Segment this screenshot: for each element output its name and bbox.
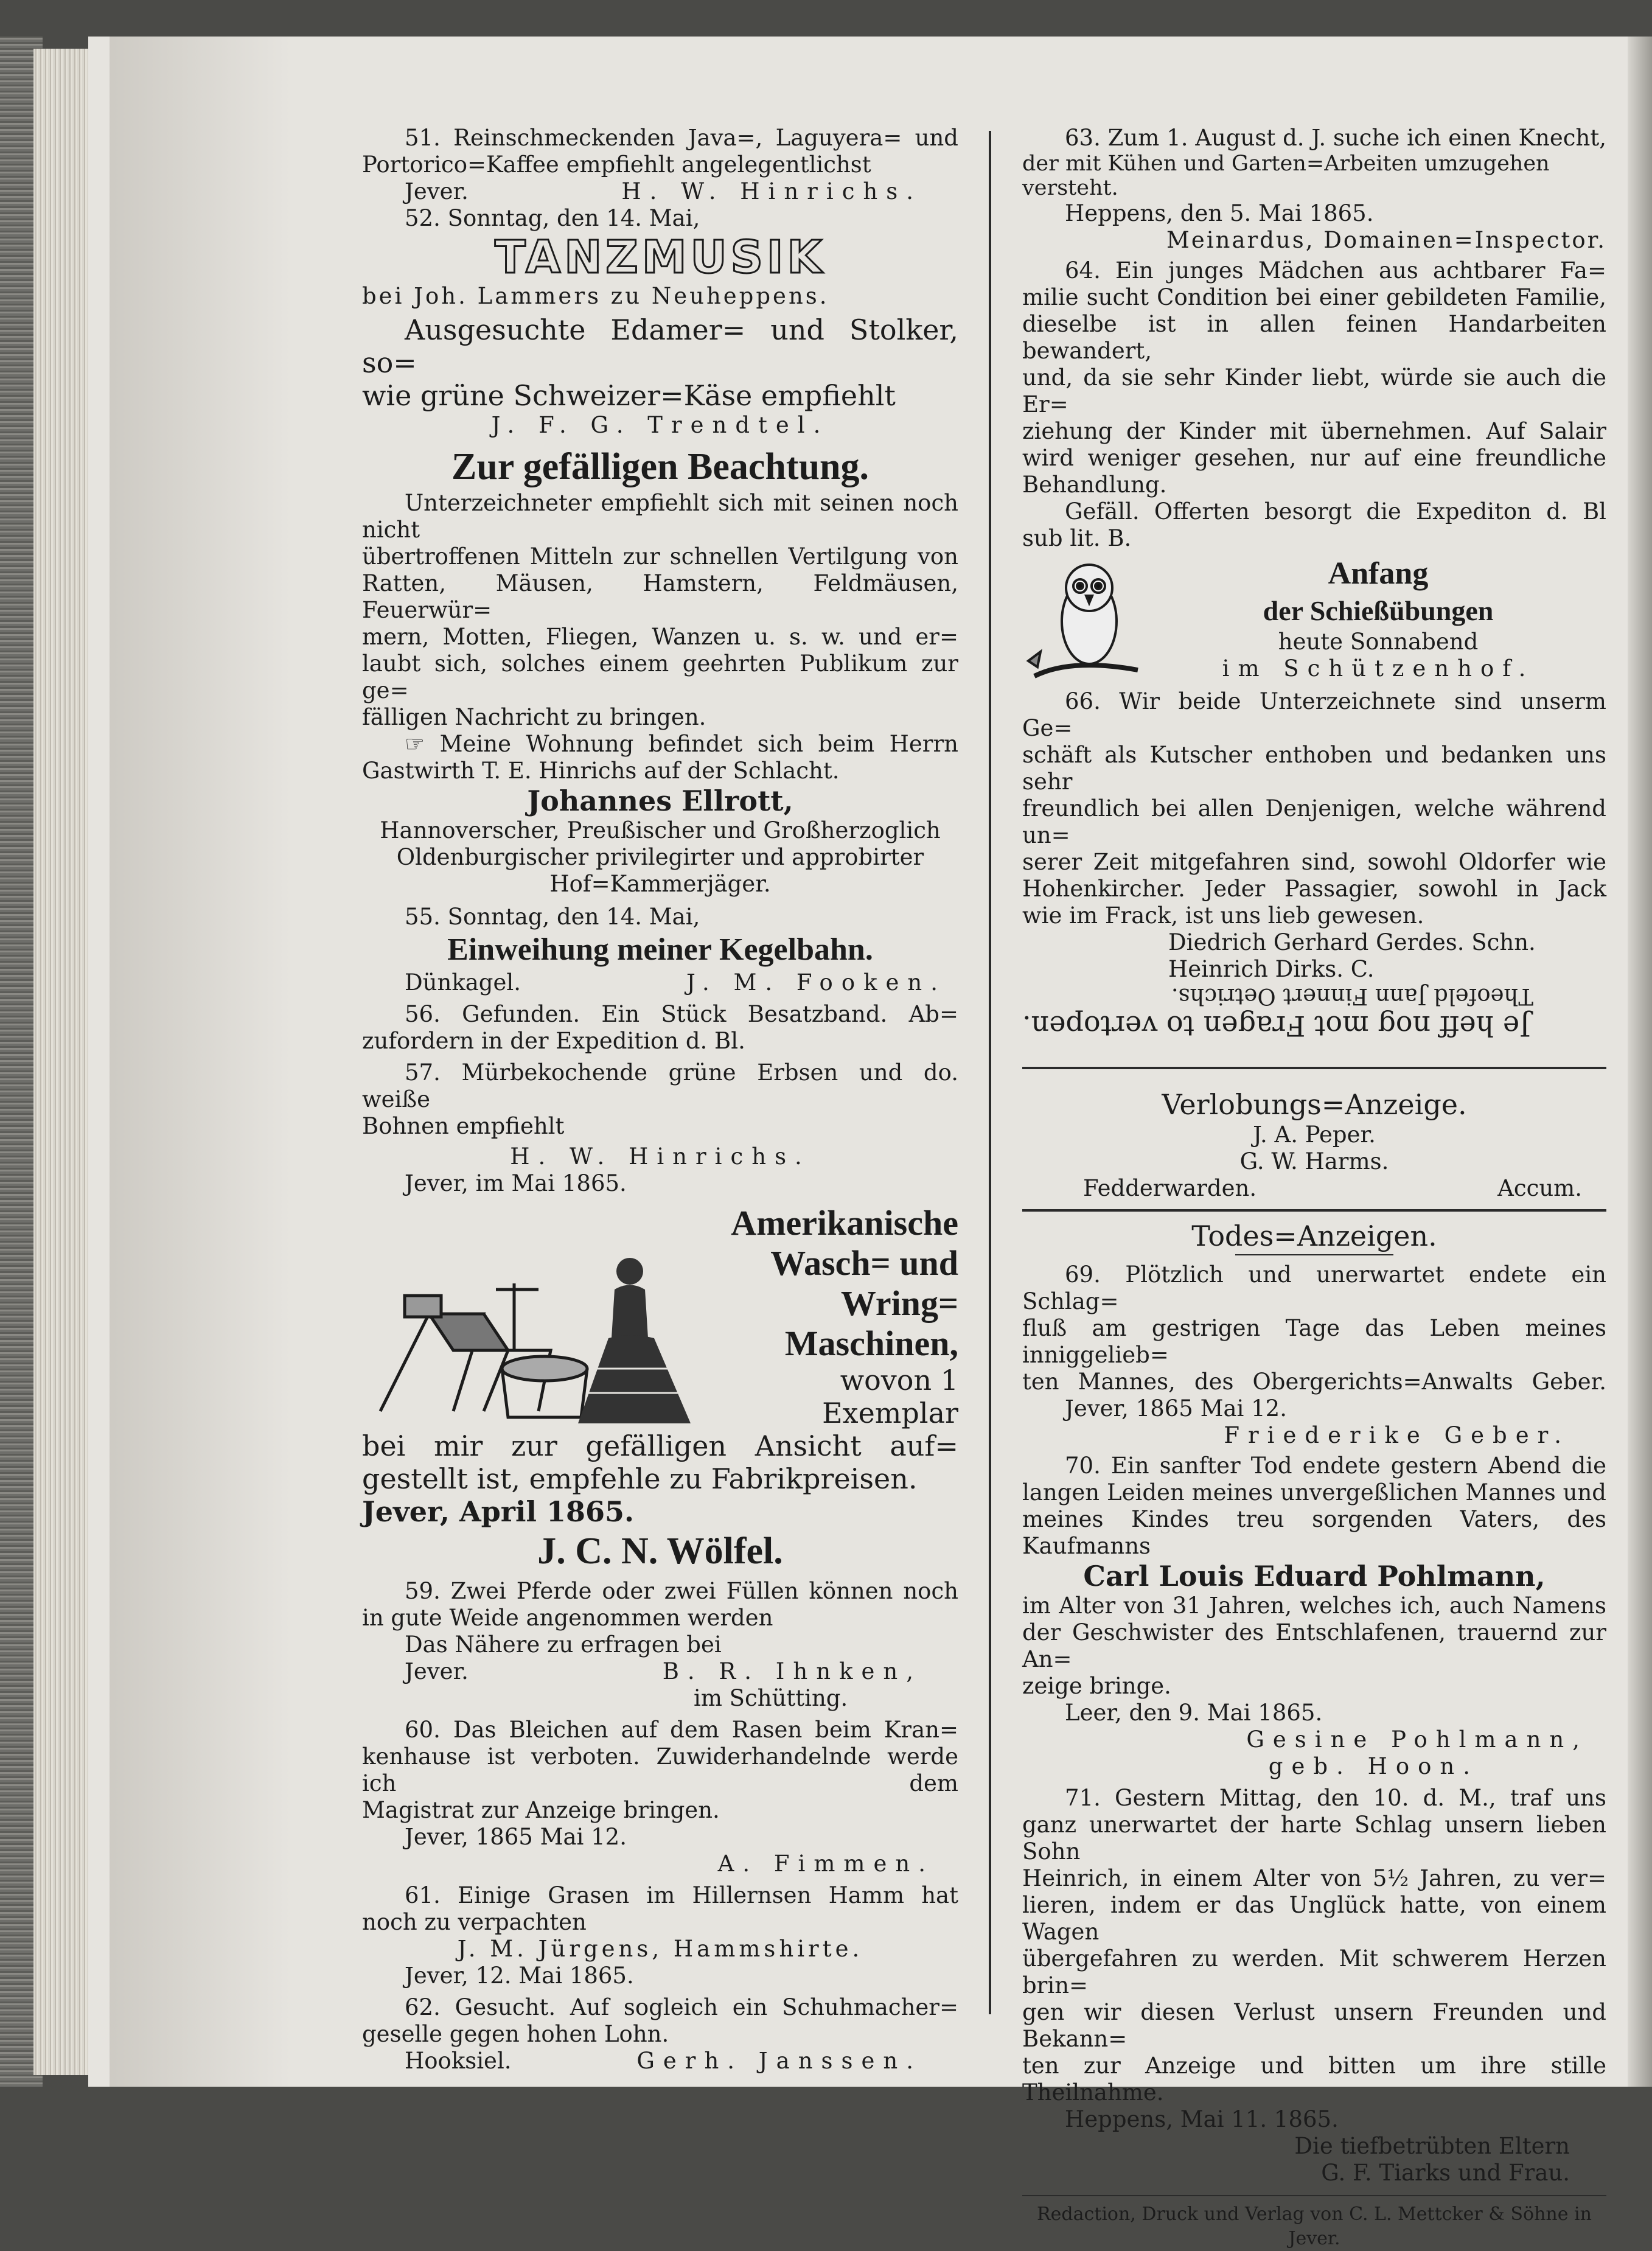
ad-headline: Maschinen,	[784, 1324, 958, 1363]
ad-63	[1022, 125, 1606, 254]
ad-text: 55. Sonntag, den 14. Mai,	[405, 904, 700, 930]
ad-text: noch zu verpachten	[362, 1909, 587, 1935]
ad-text: zeige bringe.	[1022, 1673, 1171, 1699]
ad-text: laubt sich, solches einem geehrten Publikum zur ge=	[362, 651, 958, 703]
ad-text: milie sucht Condition bei einer gebildeten Familie,	[1022, 284, 1606, 310]
ad-text: wie grüne Schweizer=Käse empfiehlt	[362, 379, 896, 412]
ad-signature: Die tiefbetrübten Eltern	[1294, 2133, 1570, 2159]
ad-70	[1022, 1453, 1606, 1780]
ad-text: fluß am gestrigen Tage das Leben meines inniggelieb=	[1022, 1315, 1606, 1368]
ad-signature: J. M. Jürgens, Hammshirte.	[457, 1936, 863, 1962]
notice-name: J. A. Peper.	[1253, 1122, 1376, 1148]
ad-text: Das Nähere zu erfragen bei	[405, 1632, 722, 1658]
ad-headline: Anfang	[1328, 556, 1429, 591]
ad-date: Heppens, Mai 11. 1865.	[1065, 2106, 1339, 2132]
imprint: Redaction, Druck und Verlag von C. L. Mettcker & Söhne in Jever.	[1037, 2204, 1592, 2249]
ad-signature: Gesine Pohlmann,	[1246, 1726, 1588, 1753]
notice-headline: Todes=Anzeigen.	[1191, 1220, 1437, 1252]
ad-text: freundlich bei allen Denjenigen, welche während un=	[1022, 795, 1606, 848]
ad-date: Leer, den 9. Mai 1865.	[1065, 1700, 1323, 1726]
ad-headline-tanzmusik: TANZMUSIK	[495, 231, 826, 284]
ad-signature: Friederike Geber.	[1224, 1422, 1570, 1448]
ad-text: Gefäll. Offerten besorgt die Expediton d. Bl	[1065, 498, 1606, 525]
ad-71	[1022, 1785, 1606, 2186]
ad-text: bei mir zur gefälligen Ansicht auf=	[362, 1429, 958, 1462]
ad-text: wird weniger gesehen, nur auf eine freundliche	[1022, 445, 1606, 471]
ad-text: 57. Mürbekochende grüne Erbsen und do. weiße	[362, 1059, 958, 1112]
ad-date: Jever, 1865 Mai 12.	[405, 1824, 627, 1850]
ad-text: 70. Ein sanfter Tod endete gestern Abend die	[1065, 1453, 1606, 1479]
ad-text: serer Zeit mitgefahren sind, sowohl Oldorfer wie	[1022, 849, 1606, 875]
ad-text: Portorico=Kaffee empfiehlt angelegentlichst	[362, 152, 871, 178]
ad-text: im Alter von 31 Jahren, welches ich, auch Namens	[1022, 1593, 1606, 1619]
ad-text: ganz unerwartet der harte Schlag unsern lieben Sohn	[1022, 1812, 1606, 1865]
column-divider	[989, 131, 991, 2014]
ad-text: Hannoverscher, Preußischer und Großherzoglich	[380, 817, 941, 843]
ad-schiessuebungen	[1022, 554, 1606, 688]
ad-56	[362, 1001, 958, 1055]
ad-text: übertroffenen Mitteln zur schnellen Vertilgung von	[362, 543, 958, 570]
ad-signature: J. C. N. Wölfel.	[537, 1530, 783, 1572]
ad-text: ☞ Meine Wohnung befindet sich beim Herrn	[405, 731, 958, 757]
ad-place: Hooksiel.	[405, 2048, 512, 2074]
ad-text: mern, Motten, Fliegen, Wanzen u. s. w. und er=	[362, 624, 958, 650]
ad-date: Jever, April 1865.	[362, 1495, 635, 1528]
ad-text: 62. Gesucht. Auf sogleich ein Schuhmacher=	[405, 1994, 958, 2020]
ad-date: Jever, im Mai 1865.	[405, 1170, 627, 1196]
ad-text: schäft als Kutscher enthoben und bedanken uns sehr	[1022, 742, 1606, 795]
ad-text: wovon 1 Exemplar	[822, 1364, 958, 1429]
ad-62	[362, 1994, 958, 2075]
ad-text: 69. Plötzlich und unerwartet endete ein Schlag=	[1022, 1262, 1606, 1314]
deceased-name: Carl Louis Eduard Pohlmann,	[1083, 1560, 1546, 1593]
ad-text: Ratten, Mäusen, Hamstern, Feldmäusen, Feuerwür=	[362, 570, 958, 623]
ad-text: lieren, indem er das Unglück hatte, von einem Wagen	[1022, 1892, 1606, 1945]
ad-signature: A. Fimmen.	[717, 1851, 934, 1877]
owl-illustration	[1022, 554, 1150, 688]
ad-headline: Zur gefälligen Beachtung.	[451, 446, 870, 487]
ad-text: im Schützenhof.	[1222, 655, 1535, 682]
ad-text: 71. Gestern Mittag, den 10. d. M., traf uns	[1065, 1785, 1606, 1811]
ad-51	[362, 125, 958, 205]
ad-text: der Geschwister des Entschlafenen, trauernd zur An=	[1022, 1619, 1606, 1672]
ad-signature: H. W. Hinrichs.	[510, 1143, 810, 1170]
ad-wasch	[362, 1203, 958, 1574]
ad-text: 60. Das Bleichen auf dem Rasen beim Kran=	[405, 1717, 958, 1743]
left-column	[362, 125, 958, 2075]
ad-beachtung	[362, 444, 958, 898]
ad-text: ziehung der Kinder mit übernehmen. Auf Salair	[1022, 418, 1606, 444]
ad-cheese	[362, 313, 958, 439]
ad-signature: H. W. Hinrichs.	[621, 178, 922, 204]
ad-text: Gastwirth T. E. Hinrichs auf der Schlacht.	[362, 758, 840, 784]
ad-text: Heinrich, in einem Alter von 5½ Jahren, zu ver=	[1022, 1865, 1606, 1891]
ad-headline: Wasch= und	[770, 1243, 958, 1283]
notice-place: Fedderwarden.	[1083, 1175, 1257, 1201]
ad-text: 59. Zwei Pferde oder zwei Füllen können noch	[405, 1578, 958, 1604]
ad-signature: J. M. Fooken.	[686, 969, 946, 996]
ad-text: 51. Reinschmeckenden Java=, Laguyera= und	[405, 125, 958, 151]
page-gutter-shadow	[110, 37, 292, 2087]
ad-text: und, da sie sehr Kinder liebt, würde sie auch die Er=	[1022, 365, 1606, 417]
ad-signature: J. F. G. Trendtel.	[491, 412, 829, 438]
ad-signature: Johannes Ellrott,	[527, 784, 793, 817]
death-notices	[1022, 1219, 1606, 1255]
ad-text: 64. Ein junges Mädchen aus achtbarer Fa=	[1065, 257, 1606, 284]
ad-55	[362, 904, 958, 996]
ad-59	[362, 1578, 958, 1712]
ad-text: Unterzeichneter empfiehlt sich mit seinen noch nicht	[362, 490, 958, 543]
ad-signature: Gerh. Janssen.	[636, 2048, 922, 2074]
ad-headline: Amerikanische	[731, 1203, 958, 1243]
ad-place: Jever.	[405, 1658, 469, 1684]
ad-61	[362, 1882, 958, 1989]
ad-52	[362, 205, 958, 310]
ad-60	[362, 1717, 958, 1877]
ad-signature: Heinrich Dirks. C.	[1168, 956, 1375, 982]
ad-text: Hohenkircher. Jeder Passagier, sowohl in Jack	[1022, 876, 1606, 902]
washing-machine-illustration	[362, 1247, 703, 1429]
ad-date: Jever, 12. Mai 1865.	[405, 1963, 634, 1989]
ad-text: 61. Einige Grasen im Hillernsen Hamm hat	[405, 1882, 958, 1908]
ad-signature: Diedrich Gerhard Gerdes. Schn.	[1168, 929, 1536, 955]
upside-down-text: Theofeld Jann Finnert Oetrichs.	[1171, 983, 1533, 1010]
ad-text: bei Joh. Lammers zu Neuheppens.	[362, 283, 829, 309]
ad-text: in gute Weide angenommen werden	[362, 1605, 773, 1631]
ad-text: zufordern in der Expedition d. Bl.	[362, 1028, 745, 1054]
ad-date: Jever, 1865 Mai 12.	[1065, 1395, 1287, 1422]
ad-text: langen Leiden meines unvergeßlichen Mannes und	[1022, 1479, 1606, 1506]
engagement-notice	[1022, 1087, 1606, 1202]
ad-signature: G. F. Tiarks und Frau.	[1321, 2160, 1570, 2186]
ad-text: ten zur Anzeige und bitten um ihre stille Theilnahme.	[1022, 2053, 1606, 2106]
ad-signature: geb. Hoon.	[1268, 1753, 1479, 1779]
ad-text: 56. Gefunden. Ein Stück Besatzband. Ab=	[405, 1001, 958, 1027]
notice-headline: Verlobungs=Anzeige.	[1162, 1088, 1467, 1121]
ad-signature: B. R. Ihnken,	[662, 1658, 922, 1684]
ad-text: sub lit. B.	[1022, 525, 1132, 551]
ad-69	[1022, 1262, 1606, 1449]
ad-text: fälligen Nachricht zu bringen.	[362, 704, 706, 730]
right-column	[1022, 125, 1606, 2251]
ad-text: Oldenburgischer privilegirter und approbirter	[396, 844, 924, 870]
ad-place: Jever.	[405, 178, 469, 204]
ad-signature: Meinardus, Domainen=Inspector.	[1166, 227, 1606, 253]
ad-text: meines Kindes treu sorgenden Vaters, des Kaufmanns	[1022, 1506, 1606, 1559]
ad-text: gen wir diesen Verlust unsern Freunden und Bekann=	[1022, 1999, 1606, 2052]
ad-64	[1022, 257, 1606, 552]
ad-text: Magistrat zur Anzeige bringen.	[362, 1797, 720, 1823]
ad-text: geselle gegen hohen Lohn.	[362, 2021, 669, 2047]
ad-text: Behandlung.	[1022, 472, 1167, 498]
short-rule	[1235, 1254, 1393, 1255]
upside-down-text: Je heff nog mot Fragen to vertopen.	[1022, 1010, 1531, 1042]
ad-text: 52. Sonntag, den 14. Mai,	[405, 205, 700, 231]
page-right-edge	[1628, 37, 1652, 2087]
ad-text: übergefahren zu werden. Mit schwerem Herzen brin=	[1022, 1946, 1606, 1998]
ad-text: der mit Kühen und Garten=Arbeiten umzugehen versteht.	[1022, 152, 1550, 200]
ad-text: Ausgesuchte Edamer= und Stolker, so=	[362, 313, 958, 379]
ad-text: heute Sonnabend	[1278, 629, 1479, 655]
section-rule	[1022, 1209, 1606, 1212]
ad-text: wie im Frack, ist uns lieb gewesen.	[1022, 902, 1424, 929]
ad-57	[362, 1059, 958, 1197]
ad-text: gestellt ist, empfehle zu Fabrikpreisen.	[362, 1462, 918, 1495]
ad-66	[1022, 688, 1606, 1042]
ad-date: Heppens, den 5. Mai 1865.	[1065, 200, 1374, 226]
ad-headline: der Schießübungen	[1263, 595, 1494, 626]
ad-text: 63. Zum 1. August d. J. suche ich einen Knecht,	[1065, 125, 1606, 151]
ad-text: ten Mannes, des Obergerichts=Anwalts Geber.	[1022, 1369, 1606, 1395]
section-rule	[1022, 1067, 1606, 1069]
ad-text: dieselbe ist in allen feinen Handarbeiten bewandert,	[1022, 311, 1606, 364]
notice-place: Accum.	[1497, 1175, 1582, 1201]
section-rule	[1022, 2195, 1606, 2196]
ad-headline: Einweihung meiner Kegelbahn.	[447, 932, 873, 967]
ad-text: kenhause ist verboten. Zuwiderhandelnde werde ich dem	[362, 1743, 958, 1796]
ad-text: Bohnen empfiehlt	[362, 1113, 565, 1139]
ad-text: Hof=Kammerjäger.	[549, 871, 771, 897]
ad-headline: Wring=	[840, 1283, 958, 1323]
ad-text: im Schütting.	[694, 1685, 848, 1711]
notice-name: G. W. Harms.	[1239, 1148, 1389, 1174]
ad-text: 66. Wir beide Unterzeichnete sind unserm Ge=	[1022, 688, 1606, 741]
ad-place: Dünkagel.	[405, 969, 521, 996]
